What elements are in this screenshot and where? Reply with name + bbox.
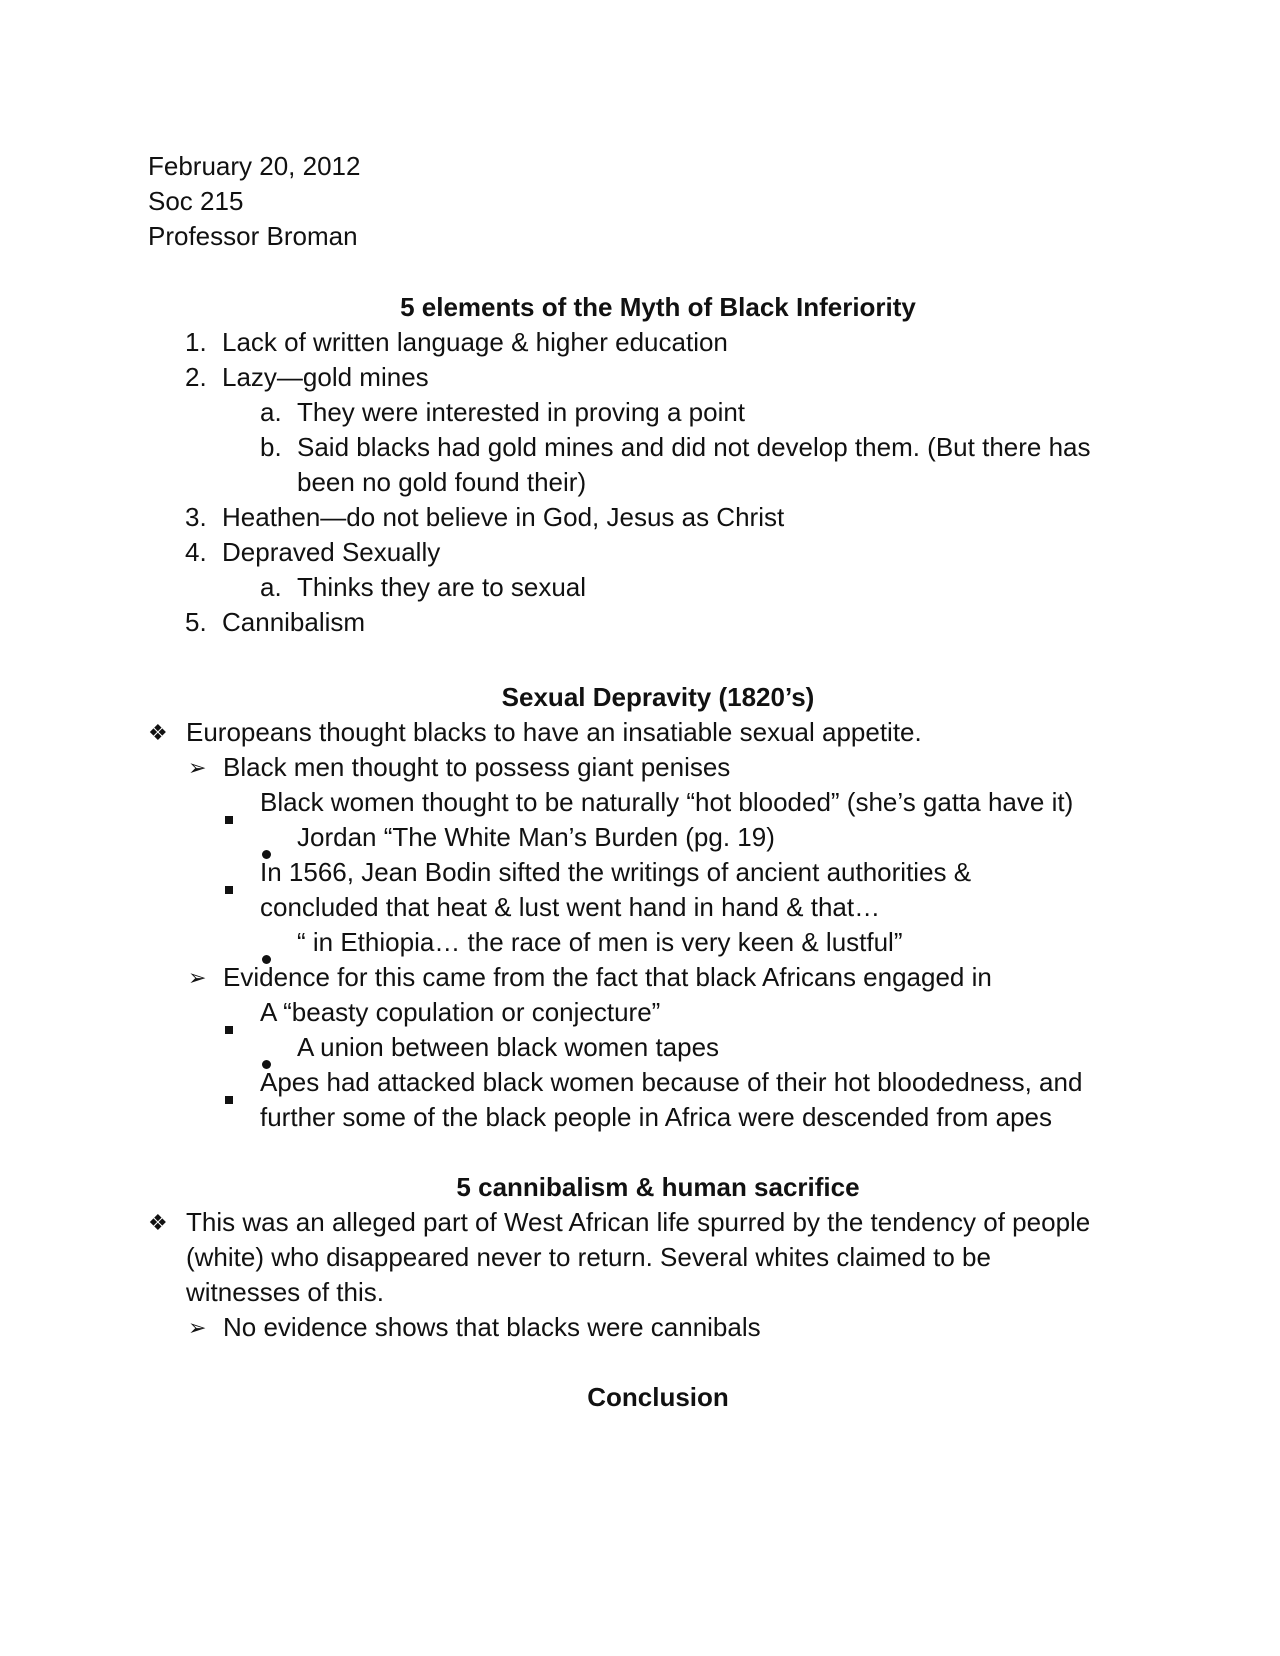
- sub-list-letter: a.: [260, 572, 282, 602]
- arrow-bullet-icon: ➢: [188, 1315, 207, 1340]
- arrow-bullet-icon: ➢: [188, 755, 207, 780]
- bullet-text: further some of the black people in Africa were descended from apes: [260, 1102, 1052, 1132]
- section2-heading: [0, 680, 1280, 715]
- bullet-text: A “beasty copulation or conjecture”: [260, 997, 661, 1027]
- arrow-bullet-icon: ➢: [188, 965, 207, 990]
- list-number: 5.: [185, 607, 207, 637]
- bullet-text: This was an alleged part of West African life spurred by the tendency of people: [186, 1207, 1091, 1237]
- bullet-text: In 1566, Jean Bodin sifted the writings of ancient authorities &: [260, 857, 972, 887]
- bullet-text: concluded that heat & lust went hand in hand & that…: [260, 892, 881, 922]
- list-item-text: Cannibalism: [222, 607, 366, 637]
- list-item-text: Depraved Sexually: [222, 537, 441, 567]
- sub-list-letter: b.: [260, 432, 282, 462]
- date: February 20, 2012: [148, 151, 361, 181]
- list-item-text: Lazy—gold mines: [222, 362, 429, 392]
- section3-heading: [0, 1170, 1280, 1205]
- diamond-bullet-icon: ❖: [148, 1210, 168, 1235]
- list-item-text: Lack of written language & higher education: [222, 327, 728, 357]
- list-number: 2.: [185, 362, 207, 392]
- professor: Professor Broman: [148, 221, 358, 251]
- bullet-text: “ in Ethiopia… the race of men is very keen & lustful”: [297, 927, 903, 957]
- list-number: 3.: [185, 502, 207, 532]
- section1-heading: [0, 290, 1280, 325]
- square-bullet-icon: [225, 1008, 233, 1043]
- bullet-text: Black women thought to be naturally “hot blooded” (she’s gatta have it): [260, 787, 1074, 817]
- diamond-bullet-icon: ❖: [148, 720, 168, 745]
- bullet-text: No evidence shows that blacks were cannibals: [223, 1312, 761, 1342]
- bullet-text: Apes had attacked black women because of their hot bloodedness, and: [260, 1067, 1083, 1097]
- list-number: 1.: [185, 327, 207, 357]
- sub-list-item-text: been no gold found their): [297, 467, 587, 497]
- section4-heading: [0, 1380, 1280, 1415]
- bullet-text: witnesses of this.: [186, 1277, 384, 1307]
- section2-title: Sexual Depravity (1820’s): [501, 682, 815, 712]
- course: Soc 215: [148, 186, 244, 216]
- bullet-text: Black men thought to possess giant penises: [223, 752, 731, 782]
- section4-title: Conclusion: [587, 1382, 729, 1412]
- sub-list-item-text: Said blacks had gold mines and did not develop them. (But there has: [297, 432, 1091, 462]
- square-bullet-icon: [225, 868, 233, 903]
- square-bullet-icon: [225, 1078, 233, 1113]
- sub-list-item-text: Thinks they are to sexual: [297, 572, 587, 602]
- sub-list-item-text: They were interested in proving a point: [297, 397, 746, 427]
- bullet-text: Evidence for this came from the fact that black Africans engaged in: [223, 962, 992, 992]
- list-item-text: Heathen—do not believe in God, Jesus as Christ: [222, 502, 785, 532]
- section3-title: 5 cannibalism & human sacrifice: [456, 1172, 860, 1202]
- bullet-text: A union between black women tapes: [297, 1032, 720, 1062]
- bullet-text: Europeans thought blacks to have an insatiable sexual appetite.: [186, 717, 922, 747]
- bullet-text: Jordan “The White Man’s Burden (pg. 19): [297, 822, 775, 852]
- bullet-text: (white) who disappeared never to return. Several whites claimed to be: [186, 1242, 991, 1272]
- square-bullet-icon: [225, 798, 233, 833]
- section1-title: 5 elements of the Myth of Black Inferiority: [400, 292, 916, 322]
- list-number: 4.: [185, 537, 207, 567]
- sub-list-letter: a.: [260, 397, 282, 427]
